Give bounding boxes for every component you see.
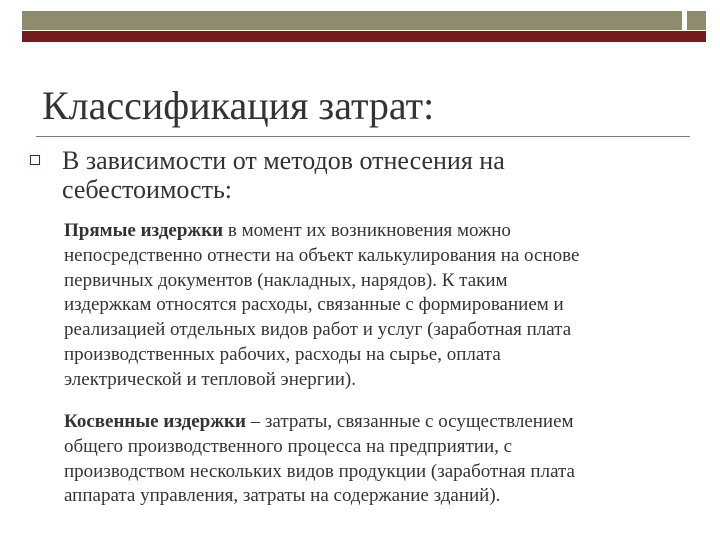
header-decor-square <box>687 11 706 30</box>
bullet-text: В зависимости от методов отнесения на себестоимость: <box>62 146 505 204</box>
indirect-costs-term: Косвенные издержки <box>64 411 246 432</box>
direct-costs-term: Прямые издержки <box>64 220 224 241</box>
indirect-costs-text: – затраты, связанные с осуществлением общего производственного процесса на предприятии, с производством нескольких видов продукции (заработная плата аппарата управления, затраты на содержание зданий). <box>64 411 575 507</box>
header-decor-bar <box>22 11 682 30</box>
direct-costs-paragraph <box>64 219 704 393</box>
direct-costs-text: в момент их возникновения можно непосредственно отнести на объект калькулирования на основе первичных документов (накладных, нарядов). К таким издержкам относятся расходы, связанные с формированием и реализацией отдельных видов работ и услуг (заработная плата производственных рабочих, расходы на сырье, оплата электрической и тепловой энергии). <box>64 220 580 390</box>
title-divider <box>36 136 690 137</box>
square-bullet-icon <box>30 155 40 165</box>
header-accent-rule <box>22 31 706 42</box>
indirect-costs-paragraph <box>64 410 704 509</box>
slide-title: Классификация затрат: <box>42 83 435 128</box>
